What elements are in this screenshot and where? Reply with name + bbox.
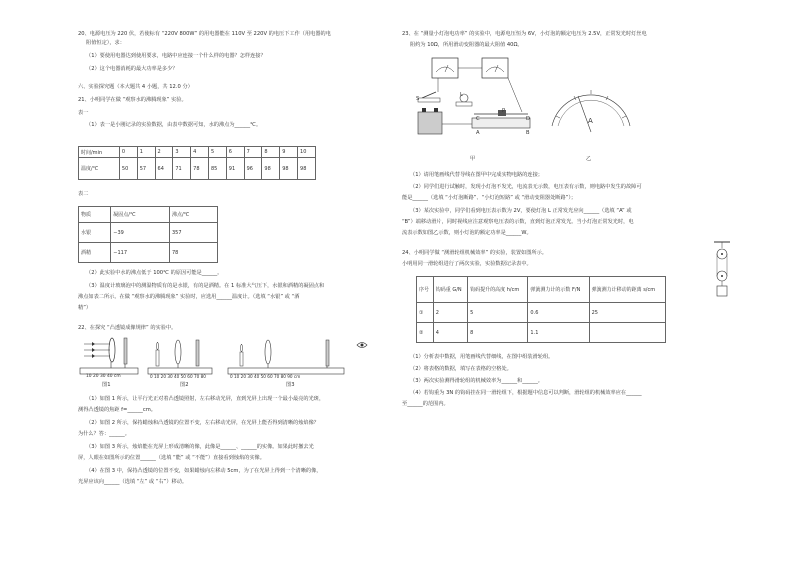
q20-sub1: （1）要使用电器达到使用要求，电路中应连接一个什么样的电器？怎样连接？ xyxy=(86,53,266,59)
q24-sub3: （3）两次实验测得滑轮组的机械效率为______和______。 xyxy=(410,378,543,384)
q20-line1: 20、电源电压为 220 伏，若使标有 “220V 800W” 的用电器能在 110V 至 220V 的电压下工作（用电器的电 xyxy=(78,31,331,37)
table-cell: 弹簧测力计的示数 F/N xyxy=(528,277,589,303)
table-cell: 25 xyxy=(589,303,665,323)
table-row xyxy=(79,243,218,263)
table-cell: 96 xyxy=(244,158,262,180)
table-cell: 6 xyxy=(226,147,244,158)
q24-sub4-line1: （4）若钩重为 3N 的钩码挂在同一滑轮组下，根据题中信息可以判断，滑轮组的机械效率应在______ xyxy=(410,390,642,396)
fig1-label: 图1 xyxy=(102,382,111,388)
table-cell: 钩码重 G/N xyxy=(433,277,467,303)
table-row xyxy=(79,158,316,180)
table-cell: 5 xyxy=(208,147,226,158)
q23-line1: 23、在 “测量小灯泡电功率” 的实验中，电源电压恒为 6V，小灯泡的额定电压为 2.5V，正常发光时灯丝电 xyxy=(402,31,647,37)
circuit-figure-jia xyxy=(412,54,542,154)
q22-sub1-line2: 测得凸透镜的焦距 f=______cm。 xyxy=(78,407,156,413)
table-cell: 57 xyxy=(137,158,155,180)
ammeter-letter: A xyxy=(588,117,593,125)
q24-sub1: （1）分析表中数据，用笔画线代替细线，在图中组装滑轮组。 xyxy=(410,354,554,360)
q21-sub3-line2: 沸点如表二所示。在做 “观察水的沸腾现象” 实验时，应选用______温度计。（选填 “水银” 或 “酒 xyxy=(78,294,300,300)
q23-sub2-line2: 能是______（选填 “小灯泡断路”、“小灯泡短路” 或 “滑动变阻器处断路”）； xyxy=(402,195,577,201)
table-cell: 0.6 xyxy=(528,303,589,323)
q20-sub2: （2）这个电器消耗的最大功率是多少？ xyxy=(86,66,178,72)
table-cell: 凝固点/℃ xyxy=(111,207,170,223)
table-cell: 85 xyxy=(208,158,226,180)
q23-sub3-line2: “B”）端移动滑片，同时视线应注意观察电压表的示数，直到灯泡正常发光。当小灯泡正常发光时，电 xyxy=(402,219,634,225)
q24-sub2: （2）将表格的数据，填写在表格的空格处。 xyxy=(410,366,512,372)
table-row xyxy=(79,223,218,243)
q21-sub2: （2）此实验中水的沸点低于 100℃ 的原因可能是______。 xyxy=(86,270,223,276)
fig2-label: 图2 xyxy=(180,382,189,388)
q22-sub2-line2: 为什么？答：______。 xyxy=(78,431,130,437)
table-cell: 1 xyxy=(137,147,155,158)
table-cell: ① xyxy=(417,303,434,323)
q21-sub1: （1）表一是小刚记录的实验数据，由表中数据可知，水的沸点为______℃。 xyxy=(86,122,262,128)
label-A: A xyxy=(476,130,480,136)
table-cell: 64 xyxy=(155,158,173,180)
q22-sub1-line1: （1）如图 1 所示，让平行光正对着凸透镜照射，左右移动光屏，直到光屏上出现一个最小最亮的光斑， xyxy=(86,396,325,402)
table-cell: 91 xyxy=(226,158,244,180)
table-cell: 序号 xyxy=(417,277,434,303)
q21-sub3-line1: （3）温度计玻璃泡中的测温物质有的是水银，有的是酒精。在 1 标准大气压下，水银和酒精的凝固点和 xyxy=(86,283,325,289)
table-cell: ② xyxy=(417,323,434,343)
table-cell: 8 xyxy=(468,323,528,343)
table-row xyxy=(79,207,218,223)
q24-line1: 24、小明同学做 “测滑轮组机械效率” 的实验，装置如图所示。 xyxy=(402,250,547,256)
ammeter-dial-yi xyxy=(546,86,636,146)
table-cell: 酒精 xyxy=(79,243,111,263)
table-row xyxy=(417,277,666,303)
table-cell: 71 xyxy=(173,158,191,180)
label-B: B xyxy=(526,130,530,136)
table-row xyxy=(417,323,666,343)
label-P: P xyxy=(502,108,506,114)
table-cell: 8 xyxy=(262,147,280,158)
q20-line2: 阻值恒定），求： xyxy=(86,40,125,46)
table-cell: 78 xyxy=(170,243,218,263)
table-cell xyxy=(589,323,665,343)
q21-title: 21、小明同学在做 “观察水的沸腾现象” 实验。 xyxy=(78,97,187,103)
table-cell: 物质 xyxy=(79,207,111,223)
pulley-data-table xyxy=(416,276,666,343)
label-S: S xyxy=(416,96,420,102)
label-D: D xyxy=(526,116,530,122)
table-row xyxy=(79,147,316,158)
table-cell: 98 xyxy=(262,158,280,180)
table-cell: 2 xyxy=(155,147,173,158)
table-cell: 50 xyxy=(119,158,137,180)
table-cell: 357 xyxy=(170,223,218,243)
q22-sub4-line2: 光屏应该向______（选填 “左” 或 “右”）移动。 xyxy=(78,479,188,485)
q24-sub4-line2: 至______的范围内。 xyxy=(402,401,449,407)
table-cell: 钩码提升的高度 h/cm xyxy=(468,277,528,303)
q23-line2: 阻约为 10Ω，所用滑动变阻器的最大阻值 40Ω。 xyxy=(410,42,523,48)
q23-sub2-line1: （2）同学们进行试触时，发现小灯泡不发光，电流表无示数，电压表有示数，则电路中发生的故障可 xyxy=(410,184,642,190)
table-cell: 10 xyxy=(298,147,316,158)
table-cell: 3 xyxy=(173,147,191,158)
ruler2-ticks: 0 10 20 30 40 50 60 70 80 xyxy=(150,374,206,379)
q22-sub3-line1: （3）如图 3 所示，烛焰能在光屏上形成清晰的像，此像是______、______的实像。如果此时撤去光 xyxy=(86,444,314,450)
q22-title: 22、在探究 “凸透镜成像规律” 的实验中。 xyxy=(78,325,177,331)
figure-yi-label: 乙 xyxy=(586,156,592,162)
q22-sub4-line1: （4）在图 3 中，保持凸透镜的位置不变，如果蜡烛向左移动 5cm，为了在光屏上得到一个清晰的像， xyxy=(86,468,322,474)
table-cell: 弹簧测力计移动的距离 s/cm xyxy=(589,277,665,303)
table-cell: 沸点/℃ xyxy=(170,207,218,223)
q23-sub3-line1: （3）某次实验中，同学们看到电压表示数为 2V，要使灯泡 L 正常发光应向______（选填 “A” 或 xyxy=(410,208,632,214)
pulley-diagram xyxy=(714,240,730,306)
table-cell: −39 xyxy=(111,223,170,243)
table-cell: 温度/℃ xyxy=(79,158,120,180)
fig3-label: 图3 xyxy=(286,382,295,388)
table-cell: 水银 xyxy=(79,223,111,243)
table-cell: 5 xyxy=(468,303,528,323)
table1-label: 表一 xyxy=(78,110,89,116)
ruler1-ticks: 10 20 30 40 cm xyxy=(86,374,121,379)
q24-line2: 小明用同一滑轮组进行了两次实验，实验数据记录表中。 xyxy=(402,261,532,267)
q22-sub2-line1: （2）如图 2 所示，保持蜡烛和凸透镜的位置不变，左右移动光屏，在光屏上能否得到清晰的烛焰像？ xyxy=(86,420,319,426)
table-cell: 9 xyxy=(280,147,298,158)
table-cell: 1.1 xyxy=(528,323,589,343)
section-six-heading: 六、实验探究题（本大题共 4 小题，共 12.0 分） xyxy=(78,84,193,90)
table-cell: 98 xyxy=(280,158,298,180)
eye-icon xyxy=(356,340,368,350)
q22-sub3-line2: 屏，人眼在如图所示的位置______（选填 “能” 或 “不能”）直接看到烛焰的实像。 xyxy=(78,455,265,461)
table-cell: 98 xyxy=(298,158,316,180)
table-cell: 4 xyxy=(191,147,209,158)
table-cell: 2 xyxy=(433,303,467,323)
label-L: L xyxy=(460,92,463,98)
table-row xyxy=(417,303,666,323)
ruler3-ticks: 0 10 20 30 40 50 60 70 80 90 cm xyxy=(230,374,301,379)
label-C: C xyxy=(476,116,480,122)
table-cell: 78 xyxy=(191,158,209,180)
q23-sub1: （1）请用笔画线代替导线在图甲中完成实物电路的连接； xyxy=(410,172,543,178)
table-cell: 0 xyxy=(119,147,137,158)
q21-sub3-line3: 精”） xyxy=(78,305,92,311)
boiling-data-table xyxy=(78,146,316,180)
table2-label: 表二 xyxy=(78,191,89,197)
table-cell: −117 xyxy=(111,243,170,263)
q23-sub3-line3: 流表示数如图乙示数，则小灯泡的额定功率是______W。 xyxy=(402,230,532,236)
figure-jia-label: 甲 xyxy=(470,156,476,162)
table-cell: 4 xyxy=(433,323,467,343)
table-cell: 7 xyxy=(244,147,262,158)
table-cell: 时间/min xyxy=(79,147,120,158)
substance-table xyxy=(78,206,218,263)
